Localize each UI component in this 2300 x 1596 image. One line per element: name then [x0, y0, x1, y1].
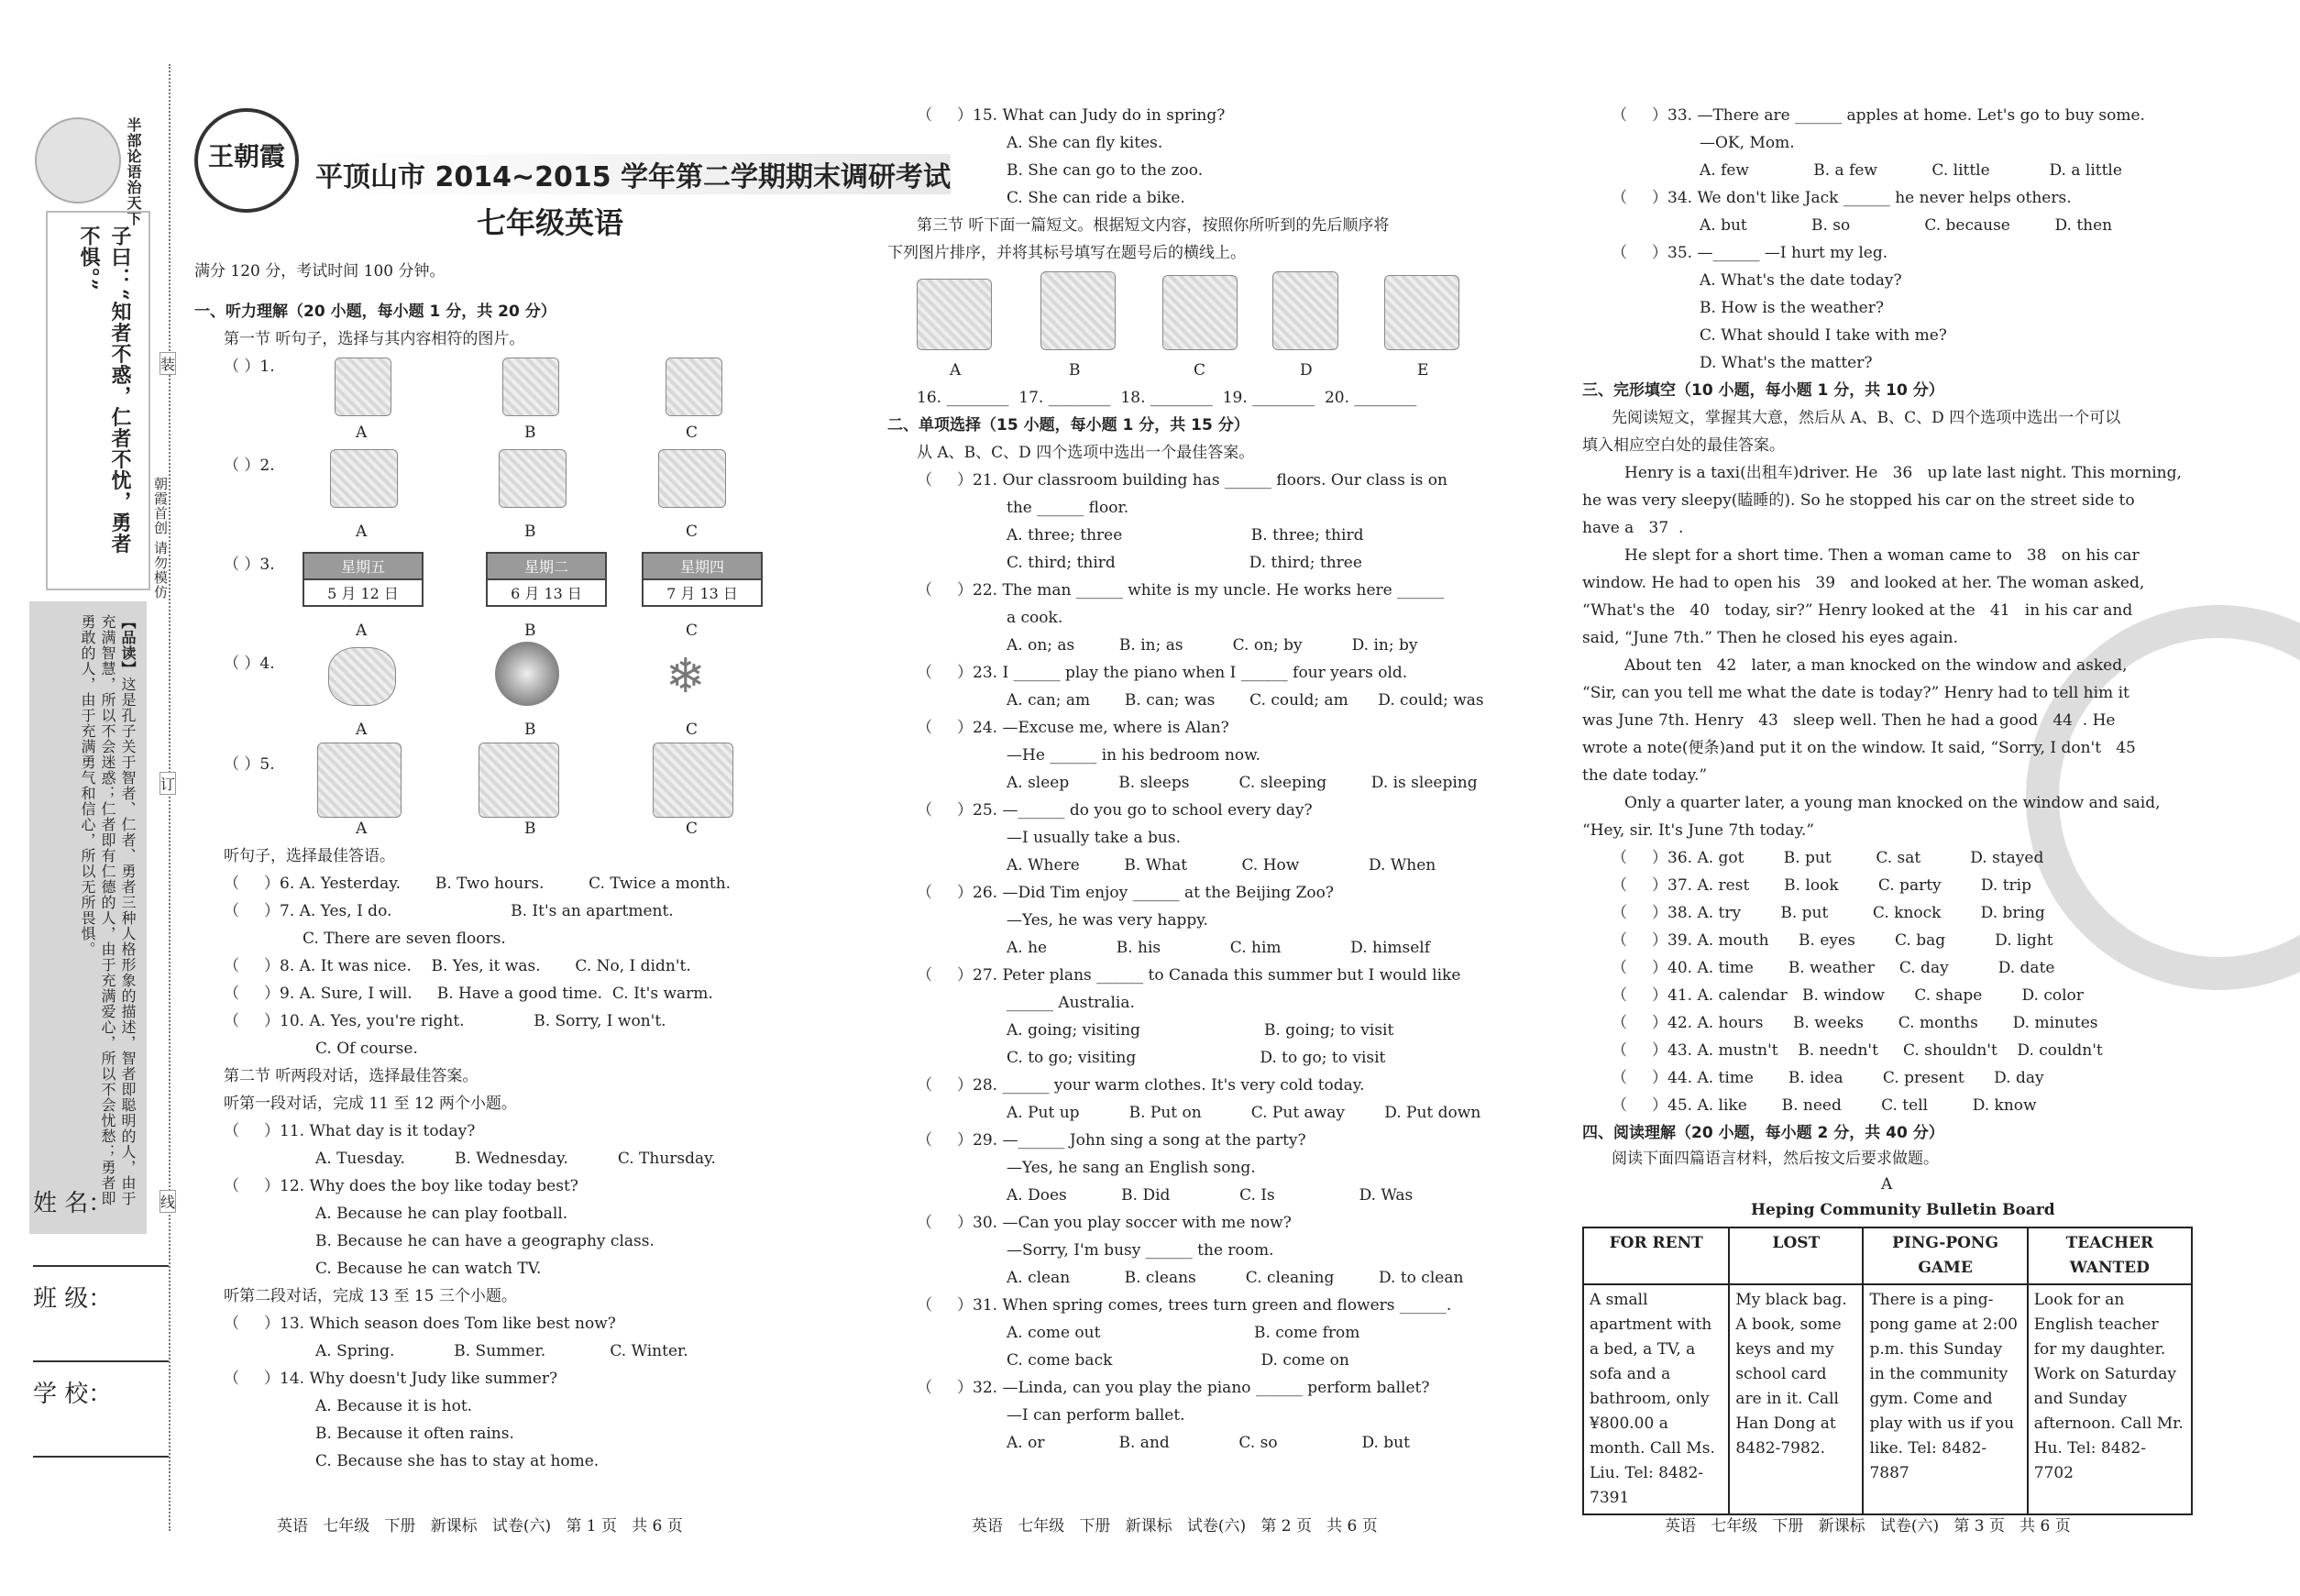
passage-line: he was very sleepy(瞌睡的). So he stopped his car on the street side to [1582, 491, 2135, 510]
board-header: PING-PONG GAME [1863, 1227, 2027, 1284]
question-27: （ ）27. Peter plans ______ to Canada this summer but I would like [917, 966, 1461, 985]
question-15: （ ）15. What can Judy do in spring? [917, 106, 1226, 125]
person-at-desk-picture [335, 358, 391, 416]
passage-line: said, “June 7th.” Then he closed his eyes again. [1582, 629, 1959, 647]
question-28: （ ）28. ______ your warm clothes. It's very cold today. [917, 1076, 1365, 1095]
options: A. clean B. cleans C. cleaning D. to clean [1007, 1269, 1464, 1287]
option: C. Because he can watch TV. [315, 1260, 542, 1278]
options: A. Where B. What C. How D. When [1007, 856, 1436, 875]
section-instruction: 阅读下面四篇语言材料，然后按文后要求做题。 [1612, 1150, 1939, 1168]
choice-label: C [686, 721, 699, 739]
question-33: （ ）33. —There are ______ apples at home. Let's go to buy some. [1612, 106, 2145, 125]
passage-label: A [1881, 1175, 1893, 1194]
picture-label: C [1194, 361, 1206, 380]
picture-label: D [1300, 361, 1313, 380]
question-30-cont: —Sorry, I'm busy ______ the room. [1007, 1241, 1274, 1260]
passage-line: the date today.” [1582, 766, 1708, 785]
question-26: （ ）26. —Did Tim enjoy ______ at the Beijing Zoo? [917, 884, 1334, 902]
student-info [33, 1184, 161, 1470]
answer-blanks-16-20[interactable]: 16. ________ 17. ________ 18. ________ 19. ________ 20. ________ [917, 389, 1417, 407]
question-8: （ ）8. A. It was nice. B. Yes, it was. C. No, I didn't. [224, 957, 691, 975]
desk-picture [658, 449, 726, 508]
passage-line: was June 7th. Henry 43 sleep well. Then he had a good 44 . He [1582, 711, 2116, 730]
question-7: （ ）7. A. Yes, I do. B. It's an apartment. [224, 902, 674, 920]
school-field[interactable] [33, 1375, 161, 1470]
section-heading: 二、单项选择（15 小题，每小题 1 分，共 15 分） [887, 416, 1249, 435]
options: A. three; three B. three; third [1007, 526, 1364, 545]
question-number: （ ）5. [224, 755, 275, 774]
question-13-options: A. Spring. B. Summer. C. Winter. [315, 1342, 688, 1360]
street-scene-picture [653, 743, 733, 818]
section-instruction: 填入相应空白处的最佳答案。 [1582, 436, 1785, 455]
option: B. Because he can have a geography class. [315, 1232, 655, 1250]
question-30: （ ）30. —Can you play soccer with me now? [917, 1214, 1292, 1232]
cloze-39: （ ）39. A. mouth B. eyes C. bag D. light [1612, 931, 2053, 950]
question-14: （ ）14. Why doesn't Judy like summer? [224, 1370, 558, 1388]
snowflake-picture: ❄ [666, 649, 706, 704]
question-24-cont: —He ______ in his bedroom now. [1007, 746, 1261, 765]
section-instruction: 第三节 听下面一篇短文。根据短文内容，按照你所听到的先后顺序将 [917, 216, 1390, 235]
passage-line: About ten 42 later, a man knocked on the window and asked, [1624, 656, 2128, 675]
board-cell: My black bag. A book, some keys and my school card are in it. Call Han Dong at 8482-7982. [1729, 1284, 1863, 1514]
question-number: （ ）3. [224, 556, 275, 574]
cloze-42: （ ）42. A. hours B. weeks C. months D. minutes [1612, 1014, 2098, 1032]
question-10: （ ）10. A. Yes, you're right. B. Sorry, I won't. [224, 1012, 666, 1030]
question-34: （ ）34. We don't like Jack ______ he never helps others. [1612, 189, 2072, 207]
options: C. to go; visiting D. to go; to visit [1007, 1049, 1386, 1067]
person-on-bench-picture [479, 743, 559, 818]
side-note: 朝霞首创 请勿模仿 [152, 477, 169, 600]
passage-line: “Sir, can you tell me what the date is today?” Henry had to tell him it [1582, 684, 2129, 702]
sage-portrait-icon [35, 117, 121, 204]
section-instruction: 从 A、B、C、D 四个选项中选出一个最佳答案。 [917, 444, 1255, 462]
exam-info: 满分 120 分，考试时间 100 分钟。 [194, 262, 446, 281]
city-scene-picture [317, 743, 402, 818]
choice-label: A [356, 622, 368, 640]
cloze-40: （ ）40. A. time B. weather C. day D. date [1612, 959, 2055, 977]
choice-label: C [686, 820, 699, 838]
question-number: （ ）2. [224, 457, 275, 475]
commentary-text [77, 614, 138, 1219]
passage-line: Only a quarter later, a young man knocked on the window and said, [1624, 794, 2161, 812]
question-number: （ ）1. [224, 358, 275, 376]
question-22: （ ）22. The man ______ white is my uncle. He works here ______ [917, 581, 1445, 600]
question-35: （ ）35. —______ —I hurt my leg. [1612, 244, 1888, 262]
cloze-36: （ ）36. A. got B. put C. sat D. stayed [1612, 849, 2044, 867]
passage-line: “Hey, sir. It's June 7th today.” [1582, 821, 1815, 840]
options: A. he B. his C. him D. himself [1007, 939, 1431, 957]
board-header: TEACHER WANTED [2028, 1227, 2192, 1284]
passage-line: window. He had to open his 39 and looked at her. The woman asked, [1582, 574, 2145, 592]
cloze-45: （ ）45. A. like B. need C. tell D. know [1612, 1096, 2037, 1115]
instruction: 听第二段对话，完成 13 至 15 三个小题。 [224, 1287, 517, 1305]
commentary-box [29, 601, 147, 1234]
commentary-label: 【品读】 [119, 614, 137, 677]
choice-label: C [686, 622, 699, 640]
question-11-options: A. Tuesday. B. Wednesday. C. Thursday. [315, 1150, 716, 1168]
basketball-boy-picture [1162, 275, 1238, 350]
section-heading: 四、阅读理解（20 小题，每小题 2 分，共 40 分） [1582, 1124, 1944, 1142]
picture-label: E [1417, 361, 1429, 380]
quote-box [46, 211, 150, 590]
sidebar-banner: 半部论语治天下 [125, 117, 142, 226]
board-cell: Look for an English teacher for my daughter. Work on Saturday and Sunday afternoon. Call Mr. Hu. Tel: 8482-7702 [2028, 1284, 2192, 1514]
question-22-cont: a cook. [1007, 609, 1063, 627]
passage-line: He slept for a short time. Then a woman came to 38 on his car [1624, 546, 2140, 565]
choice-label: A [356, 424, 368, 442]
choice-label: B [524, 424, 536, 442]
choice-label: A [356, 721, 368, 739]
person-reading-picture [502, 358, 559, 416]
section-heading: 一、听力理解（20 小题，每小题 1 分，共 20 分） [194, 303, 556, 321]
question-23: （ ）23. I ______ play the piano when I ______ four years old. [917, 664, 1408, 682]
option: C. What should I take with me? [1700, 326, 1947, 345]
question-32: （ ）32. —Linda, can you play the piano ______ perform ballet? [917, 1379, 1430, 1397]
class-field[interactable] [33, 1280, 161, 1375]
question-7-option-c: C. There are seven floors. [303, 930, 506, 948]
section-instruction: 先阅读短文，掌握其大意，然后从 A、B、C、D 四个选项中选出一个可以 [1612, 409, 2121, 427]
binding-mark-1: 装 [160, 352, 176, 375]
options: A. going; visiting B. going; to visit [1007, 1021, 1394, 1040]
binding-mark-3: 线 [160, 1190, 176, 1213]
passage-line: “What's the 40 today, sir?” Henry looked at the 41 in his car and [1582, 601, 2133, 620]
question-33-cont: —OK, Mom. [1700, 134, 1795, 152]
page-footer-1: 英语 七年级 下册 新课标 试卷(六) 第 1 页 共 6 页 [277, 1517, 683, 1535]
board-header: LOST [1729, 1227, 1863, 1284]
options: A. can; am B. can; was C. could; am D. could; was [1007, 691, 1484, 710]
rain-cloud-picture [328, 647, 396, 706]
option: C. Because she has to stay at home. [315, 1452, 600, 1470]
board-header: FOR RENT [1583, 1227, 1729, 1284]
question-25-cont: —I usually take a bus. [1007, 829, 1181, 847]
date-card-b: 星期二 6 月 13 日 [486, 552, 607, 607]
quote-text: 子曰：“知者不惑，仁者不忧，勇者不惧。” [77, 226, 132, 555]
question-26-cont: —Yes, he was very happy. [1007, 911, 1208, 930]
section-instruction: 第二节 听两段对话，选择最佳答案。 [224, 1067, 479, 1085]
options: A. or B. and C. so D. but [1007, 1434, 1410, 1452]
option: B. She can go to the zoo. [1007, 161, 1204, 180]
bulletin-board [1582, 1227, 2193, 1515]
question-6: （ ）6. A. Yesterday. B. Two hours. C. Twice a month. [224, 875, 732, 893]
school-label: 学 校： [33, 1381, 113, 1408]
section-instruction: 第一节 听句子，选择与其内容相符的图片。 [224, 330, 525, 348]
question-11: （ ）11. What day is it today? [224, 1122, 476, 1140]
desk-picture [499, 449, 567, 508]
cloze-38: （ ）38. A. try B. put C. knock D. bring [1612, 904, 2045, 922]
choice-label: B [524, 523, 536, 541]
cloze-41: （ ）41. A. calendar B. window C. shape D. color [1612, 986, 2084, 1005]
option: A. What's the date today? [1700, 271, 1902, 290]
options: A. come out B. come from [1007, 1324, 1360, 1342]
choice-label: B [524, 721, 536, 739]
question-9: （ ）9. A. Sure, I will. B. Have a good time. C. It's warm. [224, 985, 713, 1003]
option: D. What's the matter? [1700, 354, 1873, 372]
picture-label: B [1069, 361, 1081, 380]
question-21-cont: the ______ floor. [1007, 499, 1129, 517]
class-label: 班 级： [33, 1285, 113, 1313]
options: C. come back D. come on [1007, 1351, 1349, 1370]
choice-label: B [524, 820, 536, 838]
choice-label: C [686, 523, 699, 541]
options: A. sleep B. sleeps C. sleeping D. is sleeping [1007, 774, 1478, 792]
section-instruction: 下列图片排序，并将其标号填写在题号后的横线上。 [887, 244, 1246, 262]
question-10-option-c: C. Of course. [315, 1040, 418, 1058]
options: A. Put up B. Put on C. Put away D. Put down [1007, 1104, 1481, 1122]
question-31: （ ）31. When spring comes, trees turn green and flowers ______. [917, 1296, 1452, 1315]
passage-line: wrote a note(便条)and put it on the window. It said, “Sorry, I don't 45 [1582, 739, 2136, 757]
shower-picture [1384, 275, 1459, 350]
choice-label: A [356, 820, 368, 838]
question-29-cont: —Yes, he sang an English song. [1007, 1159, 1256, 1177]
sun-picture [495, 642, 559, 706]
question-25: （ ）25. —______ do you go to school every day? [917, 801, 1313, 820]
name-field[interactable] [33, 1184, 161, 1280]
date-card-c: 星期四 7 月 13 日 [642, 552, 763, 607]
exam-title: 平顶山市 2014~2015 学年第二学期期末调研考试 [315, 154, 951, 194]
publisher-logo: 王朝霞 [194, 108, 299, 213]
option: A. Because he can play football. [315, 1205, 568, 1223]
choice-label: C [686, 424, 699, 442]
board-cell: A small apartment with a bed, a TV, a sofa and a bathroom, only ¥800.00 a month. Call Ms. Liu. Tel: 8482-7391 [1583, 1284, 1729, 1514]
desk-picture [330, 449, 398, 508]
option: B. How is the weather? [1700, 299, 1884, 317]
option: C. She can ride a bike. [1007, 189, 1185, 207]
options: A. few B. a few C. little D. a little [1700, 161, 2122, 180]
question-13: （ ）13. Which season does Tom like best now? [224, 1315, 616, 1333]
page-footer-2: 英语 七年级 下册 新课标 试卷(六) 第 2 页 共 6 页 [972, 1517, 1378, 1535]
instruction: 听第一段对话，完成 11 至 12 两个小题。 [224, 1095, 517, 1113]
binding-line [169, 64, 171, 1531]
question-21: （ ）21. Our classroom building has ______ floors. Our class is on [917, 471, 1447, 490]
options: A. Does B. Did C. Is D. Was [1007, 1186, 1414, 1205]
choice-label: A [356, 523, 368, 541]
option: A. She can fly kites. [1007, 134, 1163, 152]
bulletin-title: Heping Community Bulletin Board [1751, 1201, 2055, 1219]
choice-label: B [524, 622, 536, 640]
options: A. but B. so C. because D. then [1700, 216, 2113, 235]
page-footer-3: 英语 七年级 下册 新课标 试卷(六) 第 3 页 共 6 页 [1665, 1517, 2071, 1535]
skateboard-picture [917, 279, 992, 350]
option: B. Because it often rains. [315, 1425, 514, 1443]
running-boy-picture [666, 358, 722, 416]
binding-mark-2: 订 [160, 772, 176, 795]
option: A. Because it is hot. [315, 1397, 473, 1415]
section-heading: 三、完形填空（10 小题，每小题 1 分，共 10 分） [1582, 381, 1944, 400]
date-card-a: 星期五 5 月 12 日 [303, 552, 424, 607]
piano-girl-picture [1040, 271, 1116, 350]
exam-subtitle: 七年级英语 [477, 205, 624, 240]
passage-line: Henry is a taxi(出租车)driver. He 36 up late last night. This morning, [1624, 464, 2182, 482]
board-cell: There is a ping-pong game at 2:00 p.m. this Sunday in the community gym. Come and play with us if you like. Tel: 8482-7887 [1863, 1284, 2027, 1514]
cloze-43: （ ）43. A. mustn't B. needn't C. shouldn't D. couldn't [1612, 1041, 2103, 1060]
cloze-37: （ ）37. A. rest B. look C. party D. trip [1612, 876, 2031, 895]
name-label: 姓 名： [33, 1190, 113, 1217]
question-29: （ ）29. —______ John sing a song at the party? [917, 1131, 1306, 1150]
ballet-girl-picture [1272, 271, 1338, 350]
passage-line: have a 37 . [1582, 519, 1684, 537]
question-number: （ ）4. [224, 655, 275, 673]
instruction: 听句子，选择最佳答语。 [224, 847, 395, 865]
question-32-cont: —I can perform ballet. [1007, 1406, 1185, 1425]
options: A. on; as B. in; as C. on; by D. in; by [1007, 636, 1418, 655]
cloze-44: （ ）44. A. time B. idea C. present D. day [1612, 1069, 2044, 1087]
question-12: （ ）12. Why does the boy like today best? [224, 1177, 578, 1195]
question-24: （ ）24. —Excuse me, where is Alan? [917, 719, 1229, 737]
picture-label: A [950, 361, 962, 380]
question-27-cont: ______ Australia. [1007, 994, 1135, 1012]
options: C. third; third D. third; three [1007, 554, 1362, 572]
commentary-body: 这是孔子关于智者、仁者、勇者三种人格形象的描述，智者即聪明的人，由于充满智慧，所以不会迷惑；仁者即有仁德的人，由于充满爱心，所以不会忧愁；勇者即勇敢的人，由于充满勇气和信心，所以无所畏惧。 [79, 614, 137, 1206]
